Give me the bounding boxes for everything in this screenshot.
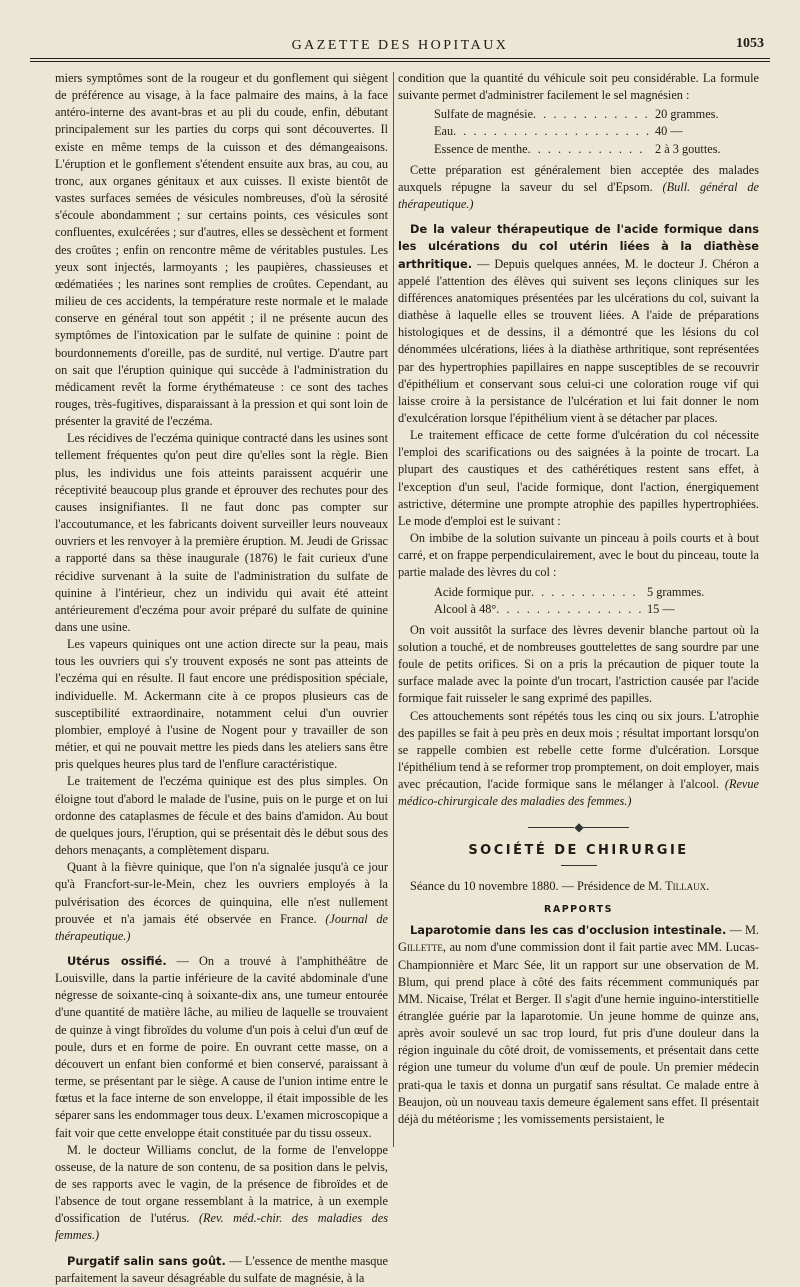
paragraph-epsom xyxy=(398,162,759,213)
ornament-divider: ◆ xyxy=(398,819,759,836)
spacer xyxy=(55,1245,388,1253)
paragraph-purgatif-cont: condition que la quantité du véhicule soit peu considérable. La formule suivante permet d'administrer facilement le sel magnésien : xyxy=(398,71,759,103)
source-citation: (Bull. général de thérapeutique.) xyxy=(398,179,760,212)
paragraph-williams xyxy=(55,1142,388,1245)
ingredient-name: Sulfate de magnésie xyxy=(434,107,534,122)
ingredient-name: Acide formique pur xyxy=(434,584,531,599)
source-citation: (Revue médico-chirurgicale des maladies des femmes.) xyxy=(398,777,759,809)
formula-row xyxy=(398,584,759,601)
formula-acide xyxy=(398,584,759,618)
formula-row xyxy=(398,106,759,123)
paragraph-pinceau: On imbibe de la solution suivante un pinceau à poils courts et à bout carré, et on frappe perpendiculairement, avec le bout du pinceau, toute la partie malade des lèvres du col : xyxy=(398,531,759,580)
source-citation: (Rev. méd.-chir. des maladies des femmes.) xyxy=(55,1211,388,1243)
ingredient-name: Eau xyxy=(434,124,454,139)
ingredient-quantity: 5 grammes. xyxy=(647,584,705,599)
paragraph-quinine-vapors: Les vapeurs quiniques ont une action directe sur la peau, mais tous les ouvriers qui s'y trouvent exposés ne sont pas atteints de l'eczéma qui en résulte. Il faut encore une prédisposition spéciale, individuelle. M. Ackermann cite à ce propos plusieurs cas de susceptibilité extraordinaire, notamment celui d'un ouvrier plombier, employé à l'usine de Nogent pour y travailler de son métier, et qui ne pouvait mettre les pieds dans les ateliers sans être pris quelques heures plus tard de l'enflure caractéristique. xyxy=(55,637,388,772)
article-acide-formique xyxy=(398,221,759,427)
spacer xyxy=(398,213,759,221)
paragraph-text: M. le docteur Williams conclut, de la forme de l'enveloppe osseuse, de la nature de son contenu, de sa position dans le pelvis, de ses rapports avec le vagin, de la présence de fibroïdes et de l'absence de tout organe ressemblant à la matrice, à un exemple d'ossification de l'utérus. xyxy=(55,1142,388,1226)
article-laparotomie xyxy=(398,922,759,1128)
article-text: — Depuis quelques années, M. le docteur J. Chéron a appelé l'attention des élèves qui suivent ses leçons cliniques sur les différences anatomiques présentées par les ulcérations du col, suivant la diathèse à laquelle elles se trouvent liées. A l'aide de préparations histologiques et de dessins, il a démontré que les lésions du col dénommées ulcérations, liées à la diathèse arthritique, sont représentées par des hypertrophies papillaires en nappe susceptibles de se recouvrir d'épithélium et conservant sous celui-ci une coloration rouge vif qui laisse croire à la persistance de l'ulcération et lui fait donner le nom d'exulcération lorsque l'épithélium vient à se détacher par places. xyxy=(398,256,759,425)
ingredient-name: Alcool à 48° xyxy=(434,601,497,616)
paragraph-eczema-recidives: Les récidives de l'eczéma quinique contracté dans les usines sont tellement fréquentes qu'on peut dire qu'elles sont la règle. Bien plus, les individus une fois atteints paraissent acquérir une réceptivité beaucoup plus grande et éprouver des rechutes pour des causes insignifiantes. Il ne faut donc pas compter sur l'accoutumance, et les fabricants doivent surveiller leurs nouveaux ouvriers et les renvoyer à la première éruption. M. Jeudi de Grissac a rapporté dans sa thèse inaugurale (1876) le fait curieux d'une récidive survenant à la suite de l'administration du sulfate de quinine à l'intérieur, chez un individu qui avait été atteint antérieurement d'eczéma pour avoir préparé du sulfate de quinine dans une usine. xyxy=(55,431,388,634)
formula-row xyxy=(398,123,759,140)
leader-dots xyxy=(453,123,649,140)
paragraph-text: Cette préparation est généralement bien acceptée des malades auxquels répugne la saveur du sel d'Epsom. xyxy=(398,162,759,194)
article-text: au nom d'une commission dont il fait partie avec MM. Lucas-Championnière et Marc Sée, lit un rapport sur une observation de M. Blum, qui prend place à côté des faits récemment communiqués par MM. Nicaise, Trélat et Berger. Il s'agit d'une hernie inguino-interstitielle étranglée guérie par la laparotomie. Un jeune homme de quinze ans, après avoir soulevé un sac trop lourd, fut pris d'une douleur dans la région inguinale du côté droit, de vomissements, et présentait dans cette région une tumeur du volume d'un œuf de poule. Un premier médecin prati-qua le taxis et donna un purgatif sans résultat. Ce malade entre à Beaujon, où un nouveau taxis demeure également sans effet. Il présentait déjà du météorisme ; les vomissements persistaient, le xyxy=(398,940,759,1126)
right-column xyxy=(398,70,759,1128)
paragraph-quinine-fever xyxy=(55,859,388,945)
source-citation: (Journal de thérapeutique.) xyxy=(55,911,389,943)
paragraph-traitement: Le traitement efficace de cette forme d'ulcération du col nécessite l'emploi des scarifications ou des saignées à la pointe de trocart. La plupart des caustiques et des cathérétiques restent sans effet, à l'exception d'un seul, l'acide formique, dont l'action, énergiquement astrictive, détermine une prompte atrophie des papilles hypertrophiées. Le mode d'emploi est le suivant : xyxy=(398,428,759,528)
ingredient-quantity: 15 — xyxy=(647,601,675,616)
formula-magnesie xyxy=(398,106,759,157)
short-rule xyxy=(561,865,597,866)
ingredient-name: Essence de menthe xyxy=(434,141,528,156)
paragraph-attouchements xyxy=(398,708,759,811)
left-column xyxy=(55,70,388,1287)
session-line xyxy=(398,878,759,895)
article-heading: Utérus ossifié. xyxy=(67,953,167,968)
article-author: M. Gillette, xyxy=(398,923,759,955)
section-title: SOCIÉTÉ DE CHIRURGIE xyxy=(468,842,689,858)
formula-row xyxy=(398,601,759,618)
session-text: Séance du 10 novembre 1880. — Présidence de M. xyxy=(410,878,666,893)
paragraph-resultat: On voit aussitôt la surface des lèvres devenir blanche partout où la solution a touché, et de nombreuses gouttelettes de sang sourdre par une foule de petits orifices. Si on a pris la précaution de piquer toute la surface malade avec la pointe d'un trocart, l'astriction causée par l'acide formique fait ruisseler le sang exprimé des papilles. xyxy=(398,622,759,706)
article-purgatif xyxy=(55,1253,388,1287)
subsection-title: RAPPORTS xyxy=(544,904,613,916)
article-heading: Laparotomie dans les cas d'occlusion intestinale. xyxy=(410,923,727,938)
spacer xyxy=(55,945,388,953)
session-president: Tillaux. xyxy=(665,878,710,893)
leader-dots xyxy=(528,141,649,158)
paragraph-eczema-treatment: Le traitement de l'eczéma quinique est des plus simples. On éloigne tout d'abord le malade de l'usine, puis on le purge et on lui ordonne des cataplasmes de fécule et des bains d'amidon. Au bout de quelques jours, l'éruption, qui se présentait dès le début sous des dehors menaçants, a complètement disparu. xyxy=(55,774,388,858)
ingredient-quantity: 2 à 3 gouttes. xyxy=(655,141,721,156)
leader-dots xyxy=(531,584,641,601)
ingredient-quantity: 40 — xyxy=(655,124,683,139)
article-uterus-ossifie xyxy=(55,953,388,1142)
article-text: — On a trouvé à l'amphithéâtre de Louisville, dans la partie inférieure de la cavité abdominale d'une négresse de soixante-cinq à soixante-dix ans, une tumeur entourée d'une quantité de matière lâche, au milieu de laquelle se trouvaient de quinze à vingt fibroïdes du volume d'un pois à celui d'un œuf de poule, durs et en forme de poire. En ouvrant cette masse, on a découvert un enfant bien conformé et bien conservé, paraissant à terme, se présentant par le siège. A cause de l'union intime entre le fœtus et la face interne de son enveloppe, il était impossible de les séparer sans les endommager tous deux. L'examen microscopique a fait voir que cette enveloppe était constituée par du tissu osseux. xyxy=(55,953,388,1140)
ingredient-quantity: 20 grammes. xyxy=(655,107,719,122)
paragraph-eczema-symptoms: miers symptômes sont de la rougeur et du gonflement qui siègent de préférence au visage, à la face palmaire des mains, à la face antéro-interne des avant-bras et au pli du coude, enfin, débutant principalement sur les parties du corps qui sont découvertes. Il existe en même temps de la cuisson et des démangeaisons. L'éruption et le gonflement s'étendent ensuite aux bras, au cou, au tronc, aux organes génitaux et aux cuisses. Il existe bientôt de vastes surfaces semées de vésicules nombreuses, d'où la sérosité s'écoule abondamment ; sur certains points, ces vésicules sont confluentes, exulcérées ; sur d'autres, elles se dessèchent et forment des croûtes ; enfin on rencontre même de véritables pustules. Les yeux sont injectés, larmoyants ; les paupières, chassieuses et œdématiées ; les narines sont remplies de croûtes. Cependant, au milieu de ces accidents, la température reste normale et le malade conserve en général tout son appétit ; il ne présente aucun des symptômes de l'intoxication par le sulfate de quinine : point de bourdonnements d'oreille, pas de surdité, nul vertige. D'autre part on sait que l'éruption quinique qui succède à l'administration du médicament revêt la forme érythémateuse : ce sont des taches rouges, très-fugitives, disparaissant à la pression et qui sont loin de présenter la gravité de l'eczéma. xyxy=(55,71,388,429)
article-text: — L'essence de menthe masque parfaitement la saveur désagréable du sulfate de magnésie, à la xyxy=(55,1253,389,1285)
column-divider xyxy=(393,72,394,1147)
article-heading: Purgatif salin sans goût. xyxy=(67,1253,226,1268)
heading-dash: — xyxy=(726,923,745,938)
paragraph-text: Ces attouchements sont répétés tous les cinq ou six jours. L'atrophie des papilles se fait à peu près en deux mois ; résultat important lorsqu'on se rappelle combien est rebelle cette forme d'ulcération. Lorsque l'épithélium tend à se reformer trop promptement, on doit employer, mais avec précaution, l'acide formique sans le mélanger à l'alcool. xyxy=(398,708,759,792)
paragraph-text: Quant à la fièvre quinique, que l'on n'a signalée jusqu'à ce jour qu'à Francfort-sur-le-Mein, chez les ouvriers employés à la pulvérisation des écorces de quinquina, elle n'est nullement prouvée et n'a jamais été observée en France. xyxy=(55,860,388,926)
article-heading: De la valeur thérapeutique de l'acide formique dans les ulcérations du col utérin liées à la diathèse arthritique. xyxy=(398,222,759,271)
page-header xyxy=(30,36,770,66)
leader-dots xyxy=(496,601,641,618)
page-number: 1053 xyxy=(736,36,764,51)
running-title: GAZETTE DES HOPITAUX xyxy=(291,38,509,53)
leader-dots xyxy=(533,106,649,123)
formula-row xyxy=(398,141,759,158)
header-rule xyxy=(30,58,770,62)
